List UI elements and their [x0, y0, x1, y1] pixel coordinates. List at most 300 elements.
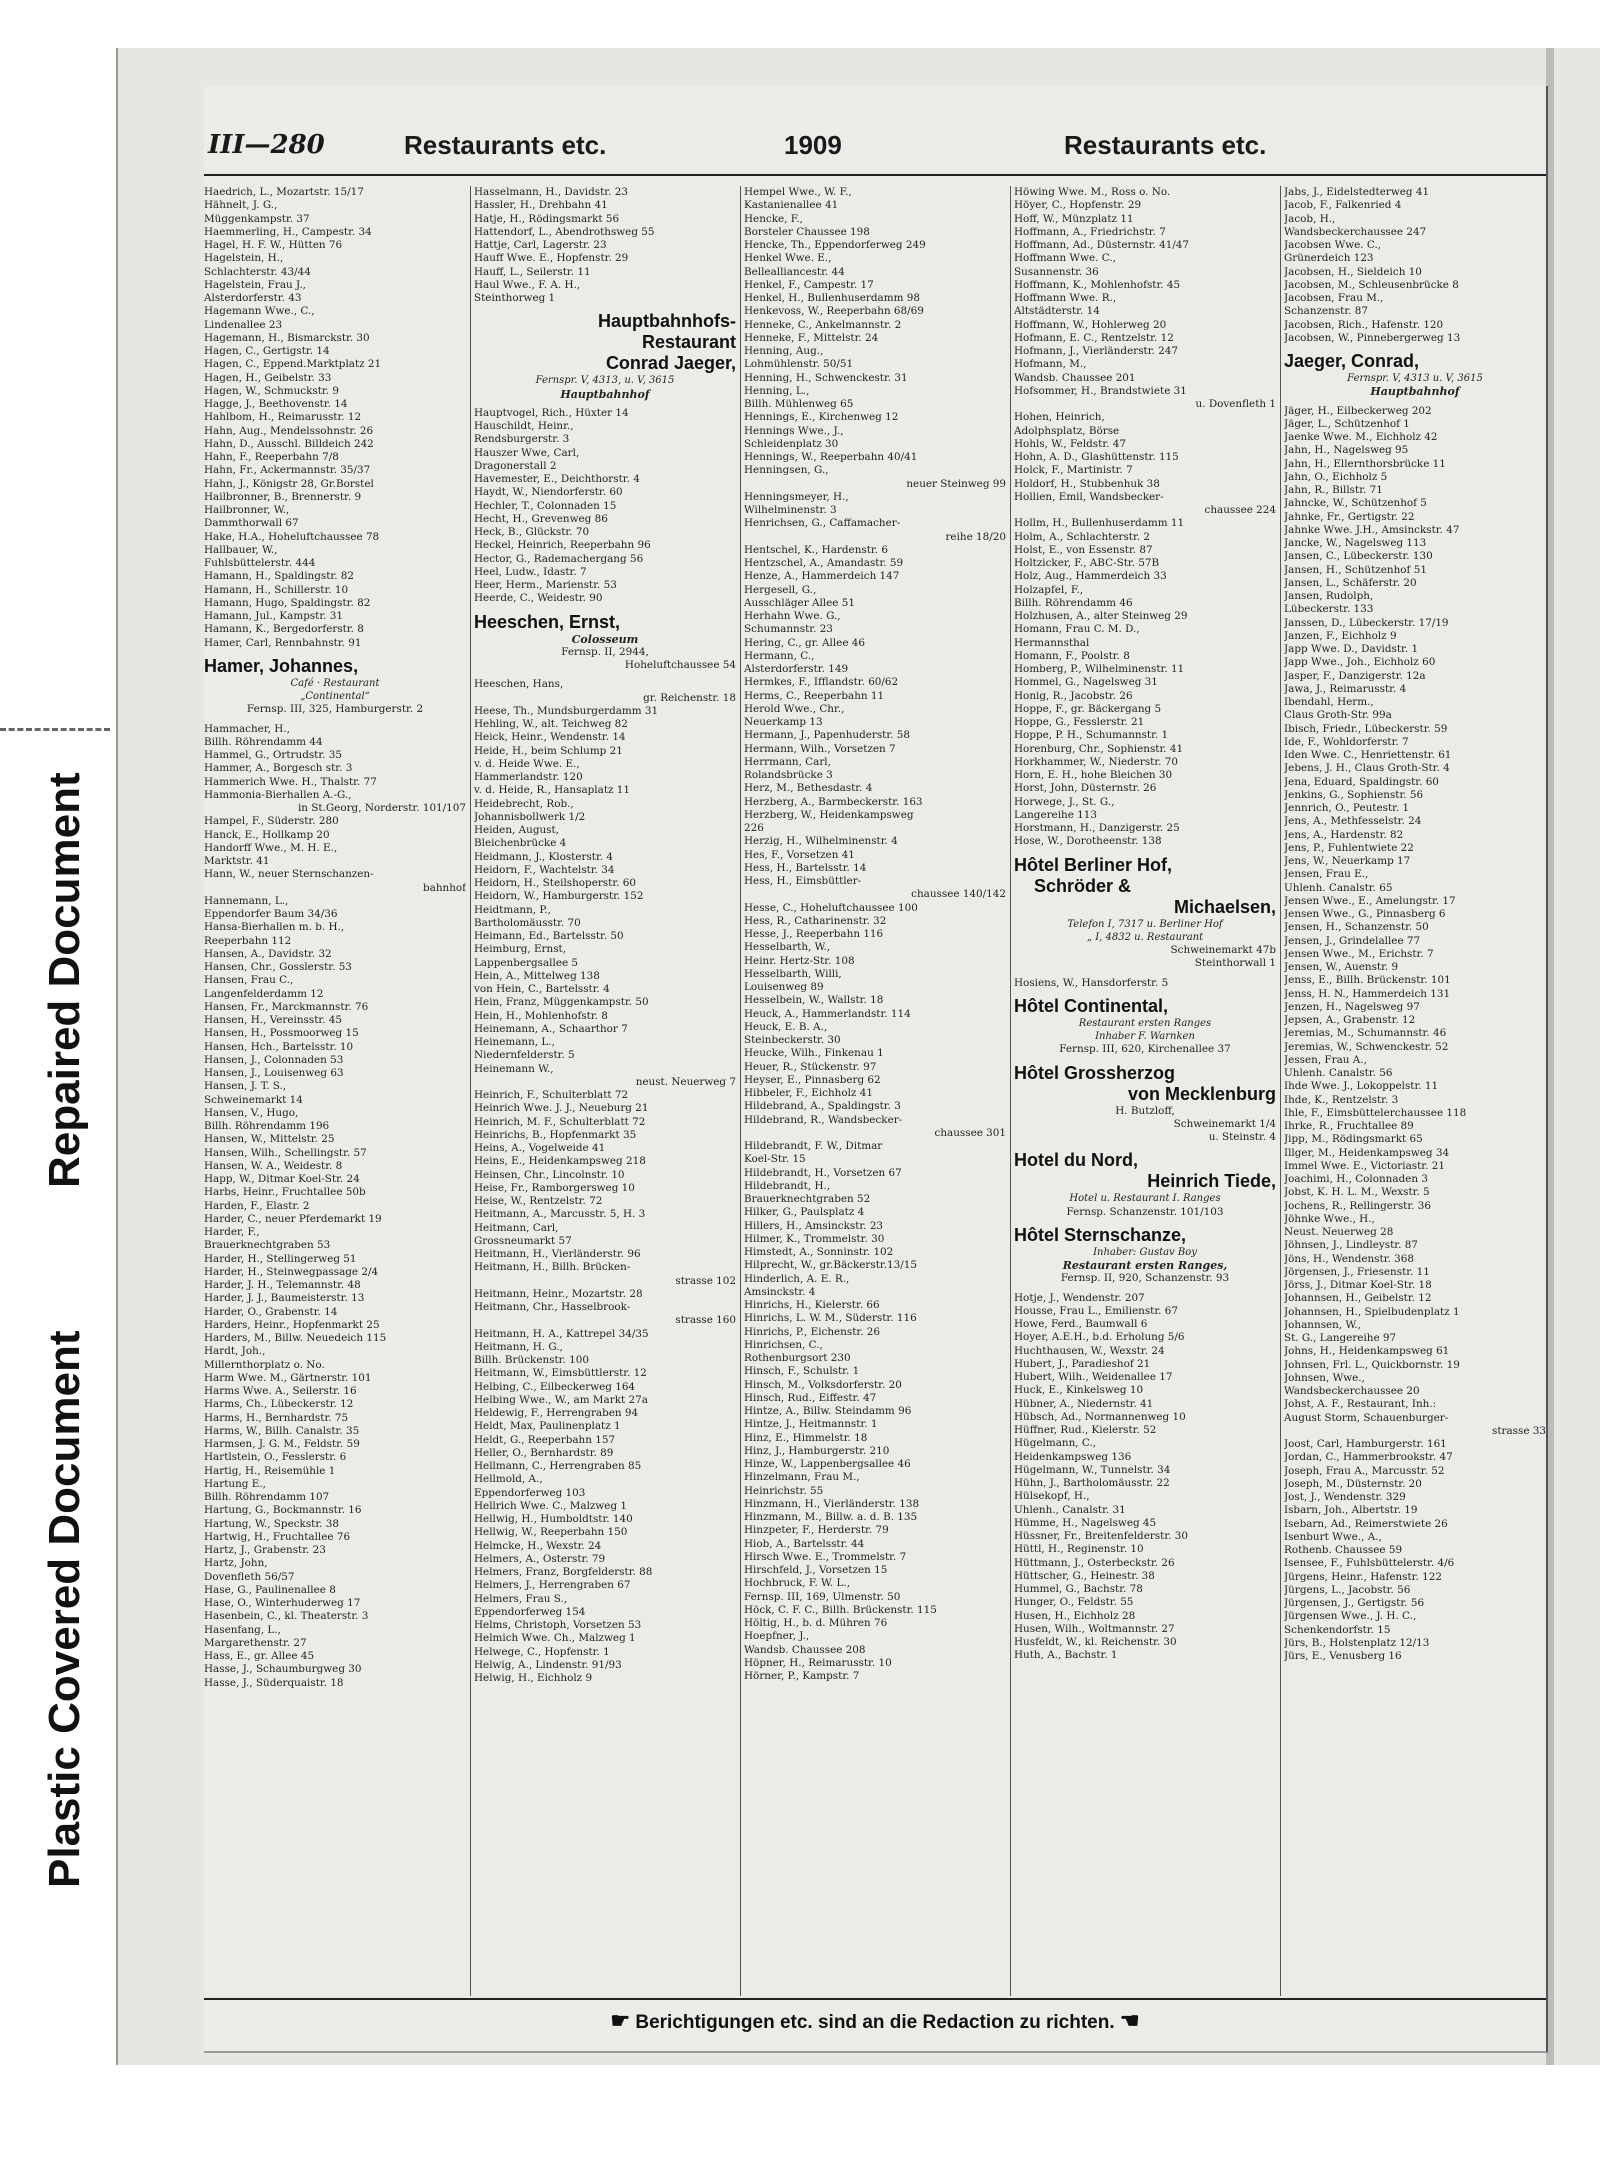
list-item: Hinderlich, A. E. R., — [744, 1272, 850, 1285]
ad-address: Fernsp. II, 2944, — [561, 645, 649, 658]
list-item: Jensen, H., Schanzenstr. 50 — [1284, 921, 1429, 934]
list-item: Hubert, Wilh., Weidenallee 17 — [1014, 1371, 1173, 1383]
list-item: Höltig, H., b. d. Mühren 76 — [744, 1617, 888, 1629]
list-item: Jahnke Wwe. J.H., Amsinckstr. 47 — [1284, 523, 1460, 536]
list-item: Hörner, P., Kampstr. 7 — [744, 1670, 860, 1682]
ad-address: Schweinemarkt 1/4 — [1173, 1117, 1276, 1130]
list-item: Jürgens, Heinr., Hafenstr. 122 — [1284, 1570, 1442, 1583]
list-item: v. d. Heide Wwe. E., — [474, 757, 580, 770]
list-item: Höyer, C., Hopfenstr. 29 — [1014, 199, 1142, 212]
list-item: Hähnelt, J. G., — [204, 199, 278, 212]
list-item: Hasselmann, H., Davidstr. 23 — [474, 186, 628, 198]
list-item: neust. Neuerweg 7 — [635, 1075, 736, 1088]
list-item: Heidmann, J., Klosterstr. 4 — [474, 850, 614, 863]
list-item: Billh. Brückenstr. 100 — [474, 1354, 589, 1366]
list-item: Hansen, Hch., Bartelsstr. 10 — [204, 1040, 354, 1053]
list-item: Havemester, E., Deichthorstr. 4 — [474, 473, 640, 485]
list-item: Holm, A., Schlachterstr. 2 — [1014, 530, 1151, 543]
ad-hauptbahnhof — [474, 311, 736, 401]
list-item: Helwig, H., Eichholz 9 — [474, 1672, 593, 1684]
list-item: Hailbronner, W., — [204, 504, 290, 516]
list-item: Hagen, H., Geibelstr. 33 — [204, 371, 332, 384]
list-item: Rolandsbrücke 3 — [744, 769, 833, 781]
list-item: Hommel, G., Nagelsweg 31 — [1014, 676, 1158, 689]
list-item: Jens, P., Fuhlentwiete 22 — [1284, 841, 1414, 854]
ad-title: von Mecklenburg — [1127, 1083, 1276, 1104]
list-item: Hector, G., Rademachergang 56 — [474, 552, 644, 565]
list-item: Holzhusen, A., alter Steinweg 29 — [1014, 610, 1188, 622]
list-item: Henneke, F., Mittelstr. 24 — [744, 331, 879, 344]
ad-title: Heeschen, Ernst, — [474, 611, 621, 632]
list-item: Hann, W., neuer Sternschanzen- — [204, 868, 374, 881]
list-item: Hinz, E., Himmelstr. 18 — [744, 1431, 868, 1444]
list-item: Heese, Th., Mundsburgerdamm 31 — [474, 704, 659, 717]
list-item: Heldt, G., Reeperbahn 157 — [474, 1433, 616, 1446]
list-item: Jahncke, W., Schützenhof 5 — [1284, 497, 1427, 510]
list-item: Hartung, G., Bockmannstr. 16 — [204, 1504, 362, 1517]
list-item: Hartung, W., Speckstr. 38 — [204, 1517, 340, 1530]
column-5 — [1284, 186, 1546, 1996]
list-item: strasse 33 — [1491, 1424, 1546, 1437]
list-item: Hencke, F., — [744, 212, 803, 225]
list-item: Heins, A., Vogelweide 41 — [474, 1142, 606, 1154]
list-item: Holck, F., Martinistr. 7 — [1014, 464, 1133, 477]
list-item: Holst, E., von Essenstr. 87 — [1014, 543, 1153, 556]
ad-title: Conrad Jaeger, — [605, 353, 736, 374]
list-item: Jensen Wwe., G., Pinnasberg 6 — [1284, 908, 1446, 920]
list-item: Louisenweg 89 — [744, 981, 824, 993]
list-item: Lindenallee 23 — [204, 318, 283, 331]
list-item: Isbarn, Joh., Albertstr. 19 — [1284, 1504, 1418, 1517]
list-item: Henkel, H., Bullenhuserdamm 98 — [744, 292, 920, 304]
list-item: Harder, J. H., Telemannstr. 48 — [204, 1279, 361, 1291]
list-item: Hibbeler, F., Eichholz 41 — [744, 1087, 873, 1099]
list-item: Homann, Frau C. M. D., — [1014, 623, 1140, 636]
list-item: u. Dovenfleth 1 — [1195, 398, 1276, 410]
header-left-title: Restaurants etc. — [404, 130, 607, 160]
entry-list — [474, 678, 736, 1685]
list-item: Harder, O., Grabenstr. 14 — [204, 1305, 338, 1318]
list-item: Hamann, H., Schillerstr. 10 — [204, 583, 349, 596]
list-item: Hagemann, H., Bismarckstr. 30 — [204, 331, 370, 344]
list-item: Alsterdorferstr. 43 — [204, 292, 302, 304]
list-item: Heel, Ludw., Idastr. 7 — [474, 565, 587, 578]
list-item: Hildebrand, A., Spaldingstr. 3 — [744, 1100, 901, 1113]
list-item: Langereihe 113 — [1014, 808, 1098, 821]
list-item: Harms, Ch., Lübeckerstr. 12 — [204, 1398, 354, 1411]
ad-subtitle: Restaurant ersten Ranges, — [1062, 1259, 1228, 1272]
list-item: Adolphsplatz, Börse — [1014, 424, 1120, 437]
list-item: Hinzpeter, F., Herderstr. 79 — [744, 1524, 889, 1537]
list-item: Wandsb. Chaussee 208 — [744, 1643, 866, 1656]
list-item: Jensen Wwe., E., Amelungstr. 17 — [1284, 894, 1456, 907]
list-item: Hinrichsen, C., — [744, 1338, 823, 1351]
list-item: Heinemann W., — [474, 1062, 554, 1075]
list-item: v. d. Heide, R., Hansaplatz 11 — [474, 784, 630, 797]
list-item: Hamann, H., Spaldingstr. 82 — [204, 570, 355, 583]
list-item: Hansen, J., Colonnaden 53 — [204, 1053, 344, 1066]
list-item: Bleichenbrücke 4 — [474, 837, 567, 850]
list-item: Illger, M., Heidenkampsweg 34 — [1284, 1146, 1450, 1159]
list-item: Hansen, H., Vereinsstr. 45 — [204, 1014, 343, 1026]
list-item: Hümme, H., Nagelsweg 45 — [1014, 1516, 1157, 1529]
list-item: Heise, W., Rentzelstr. 72 — [474, 1195, 603, 1207]
list-item: Hoffmann, W., Hohlerweg 20 — [1014, 318, 1167, 331]
entry-list — [1014, 1292, 1276, 1663]
list-item: Hagen, C., Gertigstr. 14 — [204, 345, 330, 357]
list-item: Johannisbollwerk 1/2 — [474, 810, 586, 823]
list-item: Hoffmann, A., Friedrichstr. 7 — [1014, 225, 1166, 238]
list-item: gr. Reichenstr. 18 — [643, 691, 736, 704]
list-item: Schweinemarkt 14 — [204, 1093, 303, 1106]
ad-subtitle: Inhaber F. Warnken — [1095, 1031, 1195, 1042]
list-item: Jeremias, M., Schumannstr. 46 — [1284, 1027, 1447, 1040]
list-item: Hardt, Joh., — [204, 1345, 266, 1358]
list-item: Heimburg, Ernst, — [474, 943, 567, 956]
list-item: Jöhnke Wwe., H., — [1284, 1212, 1375, 1225]
header-year: 1909 — [784, 130, 842, 160]
list-item: Husen, Wilh., Woltmannstr. 27 — [1014, 1622, 1175, 1635]
list-item: Hellwig, H., Humboldtstr. 140 — [474, 1513, 633, 1525]
list-item: Hesse, J., Reeperbahn 116 — [744, 928, 884, 940]
list-item: Haedrich, L., Mozartstr. 15/17 — [204, 186, 364, 198]
list-item: Schanzenstr. 87 — [1284, 305, 1368, 318]
ad-heeschen — [474, 612, 736, 673]
list-item: Jahn, O., Eichholz 5 — [1284, 470, 1388, 483]
list-item: Heitmann, Heinr., Mozartstr. 28 — [474, 1287, 643, 1300]
list-item: Hagen, W., Schmuckstr. 9 — [204, 384, 339, 397]
list-item: Hattje, Carl, Lagerstr. 23 — [474, 239, 607, 251]
list-item: Hügelmann, W., Tunnelstr. 34 — [1014, 1463, 1171, 1476]
list-item: Dovenfleth 56/57 — [204, 1570, 295, 1583]
list-item: Hartlstein, O., Fesslerstr. 6 — [204, 1451, 347, 1464]
list-item: Heuer, R., Stückenstr. 97 — [744, 1060, 877, 1073]
list-item: Heinrich Wwe. J. J., Neueburg 21 — [474, 1102, 649, 1115]
list-item: Jebens, J. H., Claus Groth-Str. 4 — [1284, 762, 1450, 775]
list-item: Hasse, J., Süderquaistr. 18 — [204, 1676, 344, 1689]
list-item: Joost, Carl, Hamburgerstr. 161 — [1284, 1438, 1447, 1450]
list-item: Helbing Wwe., W., am Markt 27a — [474, 1393, 648, 1406]
list-item: Henze, A., Hammerdeich 147 — [744, 570, 900, 583]
list-item: Hillers, H., Amsinckstr. 23 — [744, 1219, 884, 1232]
list-item: Reeperbahn 112 — [204, 934, 292, 947]
list-item: Hechler, T., Colonnaden 15 — [474, 499, 617, 512]
list-item: Eppendorferweg 154 — [474, 1605, 586, 1618]
list-item: Harden, F., Elastr. 2 — [204, 1199, 310, 1212]
list-item: Millernthorplatz o. No. — [204, 1358, 325, 1371]
list-item: Henning, L., — [744, 384, 810, 397]
list-item: Heidorn, W., Hamburgerstr. 152 — [474, 890, 644, 903]
ad-subtitle: Colosseum — [571, 632, 639, 646]
list-item: Bellealliancestr. 44 — [744, 265, 845, 278]
list-item: Hollien, Emil, Wandsbecker- — [1014, 490, 1164, 503]
list-item: Wilhelminenstr. 3 — [744, 504, 837, 516]
list-item: Heide, H., beim Schlump 21 — [474, 744, 623, 757]
ad-title: Schröder & — [1034, 875, 1132, 896]
ad-title: Hôtel Continental, — [1014, 995, 1168, 1016]
list-item: Hansen, A., Davidstr. 32 — [204, 947, 332, 960]
list-item: reihe 18/20 — [945, 530, 1006, 543]
list-item: Hohls, W., Feldstr. 47 — [1014, 437, 1126, 450]
list-item: Hildebrand, R., Wandsbecker- — [744, 1113, 903, 1126]
list-item: Hermann, Wilh., Vorsetzen 7 — [744, 742, 896, 755]
list-item: Jacob, H., — [1284, 212, 1336, 225]
list-item: Herz, M., Bethesdastr. 4 — [744, 782, 873, 795]
list-item: chaussee 140/142 — [911, 888, 1006, 901]
list-item: Hein, Franz, Müggenkampstr. 50 — [474, 996, 649, 1009]
list-item: Hoppe, F., gr. Bäckergang 5 — [1014, 702, 1162, 715]
list-item: Hammer, A., Borgesch str. 3 — [204, 762, 353, 775]
list-item: Helmers, A., Osterstr. 79 — [474, 1552, 606, 1565]
list-item: Lohmühlenstr. 50/51 — [744, 358, 854, 371]
list-item: Heuck, A., Hammerlandstr. 114 — [744, 1007, 911, 1020]
list-item: Jacobsen, M., Schleusenbrücke 8 — [1284, 278, 1459, 291]
list-item: Hiob, A., Bartelsstr. 44 — [744, 1537, 865, 1550]
list-item: Hübsch, Ad., Normannenweg 10 — [1014, 1410, 1186, 1423]
list-item: Jahn, H., Ellernthorsbrücke 11 — [1284, 457, 1446, 470]
list-item: Hoffmann, Ad., Düsternstr. 41/47 — [1014, 239, 1190, 251]
list-item: Jäger, H., Eilbeckerweg 202 — [1284, 404, 1432, 417]
list-item: Helbing, C., Eilbeckerweg 164 — [474, 1380, 636, 1393]
list-item: Jürgensen, J., Gertigstr. 56 — [1284, 1597, 1425, 1609]
ad-sternschanze — [1014, 1225, 1276, 1286]
list-item: Dragonerstall 2 — [474, 459, 557, 472]
list-item: Hasenfang, L., — [204, 1623, 281, 1636]
list-item: Fernsp. III, 169, Ulmenstr. 50 — [744, 1590, 901, 1603]
list-item: Alsterdorferstr. 149 — [744, 663, 849, 675]
list-item: Hansen, J. T. S., — [204, 1080, 287, 1093]
list-item: Hauff, L., Seilerstr. 11 — [474, 265, 591, 278]
list-item: Hartz, John, — [204, 1557, 268, 1570]
ad-address: Hauptbahnhof — [1370, 385, 1460, 399]
list-item: Jürs, E., Venusberg 16 — [1284, 1650, 1402, 1662]
list-item: Hinze, W., Lappenbergsallee 46 — [744, 1458, 911, 1470]
list-item: August Storm, Schauenburger- — [1284, 1411, 1449, 1424]
ad-jaeger — [1284, 351, 1546, 399]
list-item: Hinrichs, H., Kielerstr. 66 — [744, 1299, 880, 1311]
list-item: Hinzmann, H., Vierländerstr. 138 — [744, 1497, 920, 1510]
list-item: Huth, A., Bachstr. 1 — [1014, 1649, 1118, 1662]
list-item: Heins, E., Heidenkampsweg 218 — [474, 1155, 646, 1168]
list-item: Hermann, J., Papenhuderstr. 58 — [744, 729, 911, 742]
list-item: Höpner, H., Reimarusstr. 10 — [744, 1656, 892, 1669]
list-item: Happ, W., Ditmar Koel-Str. 24 — [204, 1173, 360, 1185]
list-item: Heinr. Hertz-Str. 108 — [744, 954, 855, 967]
list-item: Hennings, W., Reeperbahn 40/41 — [744, 451, 918, 463]
list-item: Helmcke, H., Wexstr. 24 — [474, 1539, 602, 1552]
list-item: Hake, H.A., Hoheluftchaussee 78 — [204, 530, 380, 543]
list-item: Ihle, F., Eimsbüttelerchaussee 118 — [1284, 1106, 1467, 1119]
list-item: Heidorn, F., Wachtelstr. 34 — [474, 863, 615, 876]
list-item: Billh. Röhrendamm 107 — [204, 1491, 330, 1503]
ad-address: Fernsp. III, 325, Hamburgerstr. 2 — [246, 703, 424, 716]
list-item: Jörss, J., Ditmar Koel-Str. 18 — [1284, 1279, 1432, 1291]
list-item: Ibisch, Friedr., Lübeckerstr. 59 — [1284, 722, 1448, 735]
ad-subtitle: Hotel u. Restaurant I. Ranges — [1069, 1193, 1221, 1205]
list-item: Hess, H., Eimsbüttler- — [744, 875, 862, 887]
list-item: Hampel, F., Süderstr. 280 — [204, 815, 339, 828]
list-item: Housse, Frau L., Emilienstr. 67 — [1014, 1304, 1179, 1317]
list-item: Horenburg, Chr., Sophienstr. 41 — [1014, 742, 1184, 755]
list-item: Johst, A. F., Restaurant, Inh.: — [1284, 1398, 1437, 1411]
list-item: Heckel, Heinrich, Reeperbahn 96 — [474, 539, 651, 552]
list-item: Harmsen, J. G. M., Feldstr. 59 — [204, 1438, 360, 1450]
column-divider — [740, 186, 741, 1996]
list-item: Immel Wwe. E., Victoriastr. 21 — [1284, 1159, 1445, 1172]
list-item: Schleidenplatz 30 — [744, 437, 839, 450]
list-item: Henningsen, G., — [744, 464, 829, 477]
list-item: Hoff, W., Münzplatz 11 — [1014, 212, 1134, 225]
ad-title: Hôtel Sternschanze, — [1014, 1224, 1187, 1245]
list-item: Heer, Herm., Marienstr. 53 — [474, 579, 617, 591]
list-item: Hahn, J., Königstr 28, Gr.Borstel — [204, 477, 374, 490]
list-item: Steinthorweg 1 — [474, 292, 556, 304]
list-item: Hamer, Carl, Rennbahnstr. 91 — [204, 636, 362, 649]
list-item: Japp Wwe. D., Davidstr. 1 — [1284, 643, 1419, 655]
list-item: Holdorf, H., Stubbenhuk 38 — [1014, 477, 1160, 490]
list-item: Hentzschel, A., Amandastr. 59 — [744, 557, 904, 569]
list-item: Heitmann, H. A., Kattrepel 34/35 — [474, 1327, 649, 1340]
footer-rule — [204, 1998, 1546, 2000]
list-item: Schumannstr. 23 — [744, 623, 833, 636]
list-item: Henkel Wwe. E., — [744, 252, 832, 265]
list-item: Jeremias, W., Schwenckestr. 52 — [1284, 1040, 1449, 1053]
page-header — [204, 130, 1546, 170]
list-item: Heiden, August, — [474, 824, 559, 836]
entry-list — [1014, 186, 1276, 849]
list-item: Hofmann, M., — [1014, 358, 1087, 371]
list-item: Hose, W., Dorotheenstr. 138 — [1014, 835, 1162, 848]
list-item: strasse 160 — [675, 1314, 736, 1327]
list-item: Wandsbeckerchaussee 20 — [1284, 1385, 1420, 1397]
list-item: Hammacher, H., — [204, 722, 290, 735]
list-item: Henning, Aug., — [744, 345, 824, 357]
list-item: Bartholomäusstr. 70 — [474, 916, 581, 929]
list-item: Hasenbein, C., kl. Theaterstr. 3 — [204, 1610, 369, 1623]
list-item: Hildebrandt, H., — [744, 1179, 831, 1192]
list-item: Jens, W., Neuerkamp 17 — [1284, 855, 1411, 867]
ad-berliner-hof — [1014, 855, 1276, 971]
list-item: Hehling, W., alt. Teichweg 82 — [474, 718, 628, 730]
list-item: Hosiens, W., Hansdorferstr. 5 — [1014, 976, 1169, 989]
list-item: von Hein, C., Bartelsstr. 4 — [474, 983, 610, 995]
list-item: in St.Georg, Norderstr. 101/107 — [297, 802, 466, 814]
list-item: Hagelstein, Frau J., — [204, 278, 306, 291]
list-item: Ihde Wwe. J., Lokoppelstr. 11 — [1284, 1080, 1439, 1093]
column-1 — [204, 186, 466, 1996]
list-item: Koel-Str. 15 — [744, 1153, 806, 1166]
list-item: Hoffmann Wwe. R., — [1014, 292, 1117, 304]
list-item: Jansen, Rudolph, — [1284, 590, 1374, 602]
list-item: Rothenburgsort 230 — [744, 1352, 851, 1364]
list-item: Hesse, C., Hoheluftchaussee 100 — [744, 901, 918, 914]
list-item: Hahn, Aug., Mendelssohnstr. 26 — [204, 424, 374, 437]
list-item: Hammerlandstr. 120 — [474, 771, 583, 783]
list-item: Hohn, A. D., Glashüttenstr. 115 — [1014, 451, 1179, 463]
list-item: Hofmann, J., Vierländerstr. 247 — [1014, 345, 1178, 357]
list-item: Susannenstr. 36 — [1014, 265, 1099, 278]
header-right-title: Restaurants etc. — [1064, 130, 1267, 160]
list-item: Harms Wwe. A., Seilerstr. 16 — [204, 1385, 357, 1397]
list-item: Müggenkampstr. 37 — [204, 212, 310, 225]
list-item: Isebarn, Ad., Reimerstwiete 26 — [1284, 1517, 1448, 1530]
list-item: Jaenke Wwe. M., Eichholz 42 — [1284, 431, 1438, 443]
list-item: Hasse, J., Schaumburgweg 30 — [204, 1663, 362, 1676]
list-item: Hummel, G., Bachstr. 78 — [1014, 1583, 1143, 1595]
entry-list — [474, 407, 736, 606]
list-item: Jabs, J., Eidelstedterweg 41 — [1284, 186, 1430, 198]
ad-address: Steinthorwall 1 — [1194, 957, 1276, 970]
list-item: Heldt, Max, Paulinenplatz 1 — [474, 1420, 621, 1433]
list-item: Hoepfner, J., — [744, 1630, 810, 1643]
ad-subtitle: „Continental“ — [300, 691, 370, 702]
list-item: Margarethenstr. 27 — [204, 1636, 307, 1649]
list-item: Heitmann, W., Eimsbüttlerstr. 12 — [474, 1367, 647, 1380]
list-item: Hofmann, E. C., Rentzelstr. 12 — [1014, 331, 1174, 344]
list-item: Harm Wwe. M., Gärtnerstr. 101 — [204, 1371, 372, 1384]
list-item: Amsinckstr. 4 — [744, 1285, 816, 1298]
list-item: Dammthorwall 67 — [204, 517, 299, 530]
list-item: Hildebrandt, F. W., Ditmar — [744, 1140, 883, 1152]
list-item: Hauff Wwe. E., Hopfenstr. 29 — [474, 252, 629, 265]
list-item: Hügelmann, C., — [1014, 1437, 1097, 1450]
list-item: Herold Wwe., Chr., — [744, 702, 845, 715]
list-item: Henneke, C., Ankelmannstr. 2 — [744, 318, 902, 331]
list-item: Horn, E. H., hohe Bleichen 30 — [1014, 769, 1173, 781]
header-rule — [204, 174, 1546, 176]
list-item: Hermann, C., — [744, 649, 815, 662]
list-item: Jacobsen, W., Pinnebergerweg 13 — [1284, 331, 1461, 344]
list-item: Rendsburgerstr. 3 — [474, 433, 570, 446]
list-item: Hellmold, A., — [474, 1473, 543, 1486]
list-item: Hübner, A., Niedernstr. 41 — [1014, 1397, 1154, 1410]
list-item: Hilker, G., Paulsplatz 4 — [744, 1206, 865, 1219]
list-item: Hesselbarth, Willi, — [744, 967, 842, 980]
list-item: Husfeldt, W., kl. Reichenstr. 30 — [1014, 1636, 1177, 1648]
list-item: Jürs, B., Holstenplatz 12/13 — [1284, 1636, 1430, 1649]
list-item: Hansen, Chr., Gosslerstr. 53 — [204, 961, 352, 973]
list-item: Hauschildt, Heinr., — [474, 420, 574, 432]
list-item: Janzen, F., Eichholz 9 — [1284, 629, 1397, 642]
list-item: Hansen, V., Hugo, — [204, 1106, 299, 1119]
list-item: Honig, R., Jacobstr. 26 — [1014, 689, 1133, 702]
footer-text: Berichtigungen etc. sind an die Redaction zu richten. — [635, 2012, 1115, 2033]
list-item: Hinsch, F., Schulstr. 1 — [744, 1365, 860, 1378]
list-item: Hass, E., gr. Allee 45 — [204, 1650, 315, 1662]
list-item: Japp Wwe., Joh., Eichholz 60 — [1284, 656, 1436, 669]
list-item: Helwig, A., Lindenstr. 91/93 — [474, 1658, 622, 1671]
list-item: Hes, F., Vorsetzen 41 — [744, 848, 855, 861]
list-item: Hase, O., Winterhuderweg 17 — [204, 1597, 361, 1609]
list-item: Jensen, J., Grindelallee 77 — [1284, 934, 1421, 947]
directory-columns — [204, 186, 1546, 1996]
list-item: Hinzelmann, Frau M., — [744, 1471, 860, 1484]
list-item: Henkevoss, W., Reeperbahn 68/69 — [744, 305, 924, 318]
list-item: Hein, H., Mohlenhofstr. 8 — [474, 1009, 608, 1022]
ad-title: Hôtel Grossherzog — [1014, 1062, 1176, 1083]
column-2 — [474, 186, 736, 1996]
list-item: Heller, O., Bernhardstr. 89 — [474, 1446, 614, 1459]
list-item: Uhlenh. Canalstr. 65 — [1284, 881, 1393, 894]
list-item: Heidtmann, P., — [474, 903, 551, 916]
list-item: Hartwig, H., Fruchtallee 76 — [204, 1530, 351, 1543]
list-item: Holtzicker, F., ABC-Str. 57B — [1014, 557, 1160, 569]
list-item: Hirsch Wwe. E., Trommelstr. 7 — [744, 1550, 907, 1563]
list-item: Ibendahl, Herm., — [1284, 696, 1374, 708]
ad-title: Hamer, Johannes, — [204, 655, 359, 676]
list-item: Hoppe, P. H., Schumannstr. 1 — [1014, 729, 1169, 742]
list-item: Janssen, D., Lübeckerstr. 17/19 — [1284, 616, 1449, 629]
